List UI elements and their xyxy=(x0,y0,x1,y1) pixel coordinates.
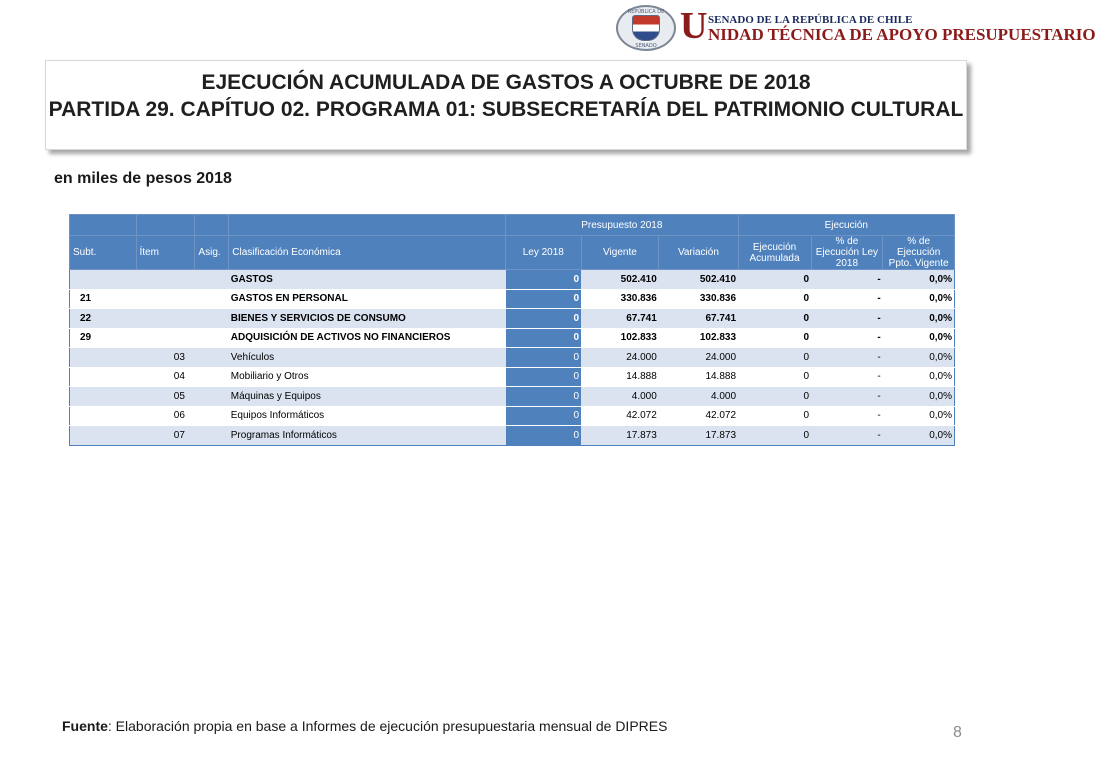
org-name-line1: SENADO DE LA REPÚBLICA DE CHILE xyxy=(708,14,913,26)
table-group-header-row xyxy=(70,215,955,236)
cell-item: 06 xyxy=(136,406,195,426)
cell-variacion: 330.836 xyxy=(659,289,738,309)
coat-of-arms-icon xyxy=(632,15,660,41)
cell-asig xyxy=(195,328,229,348)
cell-pct-vigente: 0,0% xyxy=(883,328,955,348)
cell-variacion: 14.888 xyxy=(659,367,738,387)
page-subtitle: PARTIDA 29. CAPÍTUO 02. PROGRAMA 01: SUBSECRETARÍA DEL PATRIMONIO CULTURAL xyxy=(48,98,964,121)
cell-desc: ADQUISICIÓN DE ACTIVOS NO FINANCIEROS xyxy=(229,328,506,348)
cell-pct-vigente: 0,0% xyxy=(883,348,955,368)
cell-variacion: 102.833 xyxy=(659,328,738,348)
cell-item: 07 xyxy=(136,426,195,446)
cell-pct-ley: - xyxy=(811,289,883,309)
cell-desc: BIENES Y SERVICIOS DE CONSUMO xyxy=(229,309,506,329)
cell-variacion: 4.000 xyxy=(659,387,738,407)
cell-asig xyxy=(195,289,229,309)
budget-table xyxy=(69,214,955,446)
cell-desc: Equipos Informáticos xyxy=(229,406,506,426)
cell-pct-ley: - xyxy=(811,328,883,348)
cell-pct-vigente: 0,0% xyxy=(883,289,955,309)
cell-item: 04 xyxy=(136,367,195,387)
col-header-item: Ítem xyxy=(136,236,195,270)
cell-asig xyxy=(195,270,229,290)
cell-pct-ley: - xyxy=(811,348,883,368)
units-label: en miles de pesos 2018 xyxy=(54,170,232,187)
table-row xyxy=(70,387,955,407)
col-header-subt: Subt. xyxy=(70,236,137,270)
col-header-asig: Asig. xyxy=(195,236,229,270)
col-header-pct-vigente: % de Ejecución Ppto. Vigente xyxy=(883,236,955,270)
col-header-pct-ley: % de Ejecución Ley 2018 xyxy=(811,236,883,270)
group-header-ejecucion: Ejecución xyxy=(738,215,954,236)
senate-seal-icon xyxy=(616,5,676,51)
cell-ejecucion: 0 xyxy=(738,367,811,387)
cell-vigente: 502.410 xyxy=(581,270,659,290)
cell-ley: 0 xyxy=(506,367,581,387)
cell-subt: 21 xyxy=(70,289,137,309)
cell-ley: 0 xyxy=(506,426,581,446)
cell-ejecucion: 0 xyxy=(738,289,811,309)
cell-pct-ley: - xyxy=(811,309,883,329)
cell-pct-ley: - xyxy=(811,406,883,426)
table-row xyxy=(70,289,955,309)
cell-ejecucion: 0 xyxy=(738,309,811,329)
table-row xyxy=(70,309,955,329)
cell-desc: Máquinas y Equipos xyxy=(229,387,506,407)
group-header-blank xyxy=(70,215,137,236)
cell-item xyxy=(136,270,195,290)
cell-item xyxy=(136,289,195,309)
cell-asig xyxy=(195,426,229,446)
col-header-clasificacion: Clasificación Económica xyxy=(229,236,506,270)
cell-ley: 0 xyxy=(506,289,581,309)
cell-ejecucion: 0 xyxy=(738,270,811,290)
page-title: EJECUCIÓN ACUMULADA DE GASTOS A OCTUBRE DE 2018 xyxy=(201,71,811,94)
cell-ejecucion: 0 xyxy=(738,348,811,368)
cell-pct-ley: - xyxy=(811,387,883,407)
col-header-ley: Ley 2018 xyxy=(506,236,581,270)
cell-pct-vigente: 0,0% xyxy=(883,309,955,329)
cell-ley: 0 xyxy=(506,387,581,407)
cell-ejecucion: 0 xyxy=(738,387,811,407)
cell-pct-ley: - xyxy=(811,426,883,446)
cell-pct-vigente: 0,0% xyxy=(883,270,955,290)
seal-top-text: REPÚBLICA DE xyxy=(627,9,665,15)
cell-pct-vigente: 0,0% xyxy=(883,426,955,446)
cell-variacion: 42.072 xyxy=(659,406,738,426)
cell-vigente: 330.836 xyxy=(581,289,659,309)
group-header-blank xyxy=(136,215,195,236)
col-header-vigente: Vigente xyxy=(581,236,659,270)
cell-ley: 0 xyxy=(506,328,581,348)
table-row xyxy=(70,367,955,387)
cell-item: 03 xyxy=(136,348,195,368)
cell-desc: Programas Informáticos xyxy=(229,426,506,446)
cell-ejecucion: 0 xyxy=(738,426,811,446)
cell-asig xyxy=(195,309,229,329)
source-label: Fuente xyxy=(62,718,108,734)
cell-subt xyxy=(70,387,137,407)
cell-subt xyxy=(70,406,137,426)
source-note xyxy=(62,718,667,734)
seal-bottom-text: SENADO xyxy=(635,43,657,49)
table-body xyxy=(70,270,955,446)
table-column-header-row xyxy=(70,236,955,270)
cell-asig xyxy=(195,348,229,368)
group-header-blank xyxy=(195,215,229,236)
cell-item xyxy=(136,328,195,348)
group-header-presupuesto: Presupuesto 2018 xyxy=(506,215,738,236)
cell-asig xyxy=(195,406,229,426)
cell-variacion: 67.741 xyxy=(659,309,738,329)
cell-vigente: 67.741 xyxy=(581,309,659,329)
logo-initial: U xyxy=(680,5,708,47)
cell-item: 05 xyxy=(136,387,195,407)
cell-subt: 22 xyxy=(70,309,137,329)
cell-variacion: 502.410 xyxy=(659,270,738,290)
table-row xyxy=(70,270,955,290)
group-header-blank xyxy=(229,215,506,236)
cell-variacion: 24.000 xyxy=(659,348,738,368)
cell-desc: GASTOS EN PERSONAL xyxy=(229,289,506,309)
table-row xyxy=(70,406,955,426)
cell-subt xyxy=(70,426,137,446)
cell-ejecucion: 0 xyxy=(738,406,811,426)
cell-subt xyxy=(70,367,137,387)
col-header-ejecucion-acumulada: Ejecución Acumulada xyxy=(738,236,811,270)
cell-asig xyxy=(195,367,229,387)
table-row xyxy=(70,348,955,368)
cell-ejecucion: 0 xyxy=(738,328,811,348)
page-number: 8 xyxy=(953,724,962,741)
cell-desc: Mobiliario y Otros xyxy=(229,367,506,387)
cell-vigente: 102.833 xyxy=(581,328,659,348)
cell-subt xyxy=(70,348,137,368)
cell-subt: 29 xyxy=(70,328,137,348)
cell-pct-ley: - xyxy=(811,367,883,387)
table-row xyxy=(70,328,955,348)
cell-desc: GASTOS xyxy=(229,270,506,290)
table-row xyxy=(70,426,955,446)
cell-vigente: 24.000 xyxy=(581,348,659,368)
cell-item xyxy=(136,309,195,329)
senate-logo xyxy=(616,5,1096,53)
cell-ley: 0 xyxy=(506,348,581,368)
cell-ley: 0 xyxy=(506,406,581,426)
org-name-line2: NIDAD TÉCNICA DE APOYO PRESUPUESTARIO xyxy=(708,25,1096,44)
cell-vigente: 4.000 xyxy=(581,387,659,407)
title-box xyxy=(45,60,967,150)
cell-vigente: 17.873 xyxy=(581,426,659,446)
cell-pct-ley: - xyxy=(811,270,883,290)
cell-asig xyxy=(195,387,229,407)
cell-variacion: 17.873 xyxy=(659,426,738,446)
col-header-variacion: Variación xyxy=(659,236,738,270)
cell-ley: 0 xyxy=(506,309,581,329)
cell-subt xyxy=(70,270,137,290)
cell-vigente: 14.888 xyxy=(581,367,659,387)
cell-ley: 0 xyxy=(506,270,581,290)
cell-pct-vigente: 0,0% xyxy=(883,406,955,426)
cell-vigente: 42.072 xyxy=(581,406,659,426)
cell-pct-vigente: 0,0% xyxy=(883,387,955,407)
source-text: : Elaboración propia en base a Informes de ejecución presupuestaria mensual de DIPRES xyxy=(107,718,668,734)
cell-pct-vigente: 0,0% xyxy=(883,367,955,387)
cell-desc: Vehículos xyxy=(229,348,506,368)
